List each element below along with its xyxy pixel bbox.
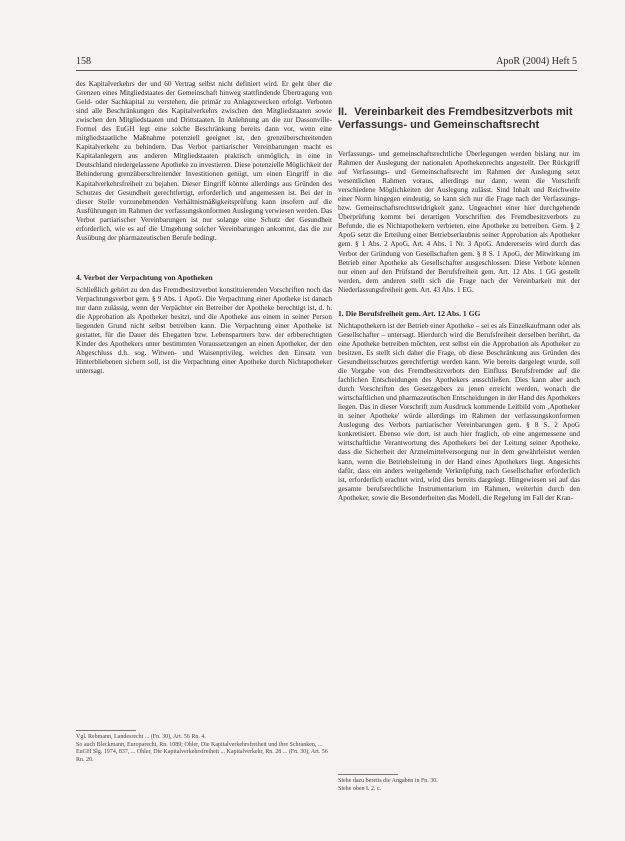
subsection-heading: 1. Die Berufsfreiheit gem. Art. 12 Abs. 1 GG: [338, 308, 481, 318]
intro-paragraph: des Kapitalverkehrs der und 60 Vertrag selbst nicht definiert wird. Er geht über die Grenzen eines Mitgliedstaates der Gemeinschaft hinweg stattfindende Übertragung von Geld- oder Sachkapital zu verstehen, die primär zu Anlagezwecken erfolgt. Verboten sind alle Beschränkungen des Kapitalverkehrs zwischen den Mitgliedstaaten sowie zwischen den Mitgliedstaaten und Drittstaaten. In Anlehnung an die zur Dassonville-Formel des EuGH legt eine solche Beschränkung bereits dann vor, wenn eine mitgliedstaatliche Maßnahme potenziell geeignet ist, den grenzüberschreitenden Kapitalverkehr zu behindern. Das Verbot partiarischer Vereinbarungen macht es Kapitalanlegern aus anderen Mitgliedstaaten praktisch unmöglich, in eine in Deutschland niedergelassene Apotheke zu investieren. Diese potenzielle Möglichkeit der Behinderung grenzüberschreitender Investitionen genügt, um einen Eingriff in die Kapitalverkehrsfreiheit zu bejahen. Dieser Eingriff könnte allerdings aus Gründen des Schutzes der Gesundheit gerechtfertigt, erforderlich und angemessen ist. Bei der in dieser Stelle vorzunehmenden Verhältnismäßigkeitsprüfung kann insofern auf die Ausführungen im Rahmen der verfassungskonformen Auslegung verwiesen werden. Das Verbot partiarischer Vereinbarungen ist nur solange eine Schutz der Gesundheit erforderlich, wie es auf die Umgehung solcher Vereinbarungen ankommt, das die zur Ausübung der pharmazeutischen Berufe bedingt.: [76, 80, 332, 242]
page-number: 158: [76, 56, 91, 67]
section-heading-text: Vereinbarkeit des Fremdbesitzverbots mit Verfassungs- und Gemeinschaftsrecht: [338, 106, 573, 131]
berufsfreiheit-paragraph: Nichtapothekern ist der Betrieb einer Apotheke – sei es als Einzelkaufmann oder als Gesellschafter – untersagt. Hierdurch wird die Berufsfreiheit derselben berührt, da eine Apotheke betreiben möchten, erst selbst ein die Approbation als Apotheker zu besitzen. Es stellt sich daher die Frage, ob diese Beschränkung aus Gründen des Gesundheitsschutzes gerechtfertigt werden kann. Wie bereits dargelegt wurde, soll die Vorgabe von des Fremdbesitzverbots den Einfluss Berufsfremder auf die fachlichen Entscheidungen des Apothekers ausschließen. Dies kann aber auch durch Vorschriften des Gesetzgebers zu jenen erreicht werden, wonach die wirtschaftlichen und pharmazeutischen Entscheidungen in der Hand des Apothekers liegen. Das in dieser Vorschrift zum Ausdruck kommende Leitbild vom ‚Apotheker in seiner Apotheke' würde allerdings im Rahmen der verfassungskonformen Auslegung des Verbots partiarischer Vereinbarungen gem. § 8 S. 2 ApoG konkretisiert. Ebenso wie dort, ist auch hier fraglich, ob eine angemessene und wirtschaftliche Verantwortung des Apothekers bei der Leitung seiner Apotheke, dass die Sicherheit der Arzneimittelversorgung nur in dem gewährleistet werden kann, wenn die Betriebsleitung in der Hand eines Apothekers liegt. Angesichts dafür, dass ein anders weitgehende Verknüpfung nach Gesellschafter erforderlich ist, erforderlich erachtet wird, wird dies bereits dargelegt. Hingewiesen sei auf das gesamte berufsrechtliche Instrumentarium im Rahmen, weiterhin durch den Apotheker, sowie die Besonderheiten das Modell, die Regelung im Fall der Kran-: [338, 321, 580, 502]
left-footnotes: [76, 730, 332, 764]
footnote: Vgl. Rebmann, Landesrecht ... (Fn. 30), Art. 56 Rn. 4.: [76, 734, 206, 740]
journal-reference: ApoR (2004) Heft 5: [496, 56, 577, 67]
right-footnotes: [338, 774, 580, 793]
left-column: [76, 80, 332, 376]
footnote: So auch Bleckmann, Europarecht, Rn. 1089; Ohler, Die Kapitalverkehrsfreiheit und ihre Schranken, ... EuGH Slg. 1974, 837, ... Ohler, Die Kapitalverkehrsfreiheit ... Kapitalverkehr, Rn. 28 ... (Fn. 30), Art. 56 Rn. 20.: [76, 741, 328, 763]
section-heading: [338, 106, 580, 132]
section-heading-number: II.: [338, 106, 348, 118]
section-4-paragraph: Schließlich gehört zu den das Fremdbesitzverbot konstituierenden Vorschriften noch das Verpachtungsverbot gem. § 9 Abs. 1 ApoG. Die Verpachtung einer Apotheke ist danach nur dann zulässig, wenn der Verpächter ein Betreiber der Apotheke berechtigt ist, d. h. die Approbation als Apotheker besitzt, und die Apotheke aus einem in seiner Person liegenden Grund nicht selbst betreiben kann. Die Verpachtung einer Apotheke ist gestattet, für die Dauer des Ehegatten bzw. Lebenspartners bzw. der erbberechtigten Kinder des Apothekers unter bestimmten Voraussetzungen an einen Apotheker, der den Abgeschluss d.h. sog. Witwen- und Waisenprivileg, welches den Einsatz von Hinterbliebenen sichern soll, ist die Verpachtung einer Apotheke durch Nichtapotheker untersagt.: [76, 285, 332, 376]
header-divider: [76, 70, 577, 71]
footnote-divider: [338, 774, 398, 775]
section-ii-paragraph: Verfassungs- und gemeinschaftsrechtliche Überlegungen werden bislang nur im Rahmen der Auslegung der nationalen Apothekenrechts angestellt. Der Rückgriff auf Verfassungs- und Gemeinschaftsrecht im Rahmen der Auslegung setzt wesentlichen Rahmen voraus, allerdings nur dann, wenn die Vorschrift verschiedene Möglichkeiten der Auslegung zulässt. Sind Inhalt und Reichweite einer Norm hingegen eindeutig, so kann sich nur die Frage nach der Verfassungs- bzw. Gemeinschaftsrechtswidrigkeit ganz. Ungeachtet einer hier durchgehende Überprüfung kommt bei derartigen Vorschriften des Fremdbesitzverbots zu Befunde, die es Nichtapothekern verbieten, eine Apotheke zu betreiben. Gem. § 2 ApoG setzt die Erteilung einer Betriebserlaubnis seiner Approbation als Apotheker gem. § 1 Abs. 2 ApoG, Art. 4 Abs. 1 Nr. 3 ApoG. Andererseits wird durch das Verbot der Gründung von Gesellschaften gem. § 8 S. 1 ApoG, der Mitwirkung im Betrieb einer Apotheke als Gesellschafter ausgeschlossen. Diese Verbote können nur einen auf den Prüfstand der Berufsfreiheit gem. Art. 12 Abs. 1 GG gestellt werden, dem anderen stellt sich die Frage nach der Vereinbarkeit mit der Niederlassungsfreiheit gem. Art. 43 Abs. 1 EG.: [338, 150, 580, 294]
right-column: [338, 80, 580, 503]
footnote: Siehe dazu bereits die Angaben in Fn. 30.: [338, 778, 438, 784]
section-4-heading: 4. Verbot der Verpachtung von Apotheken: [76, 272, 213, 282]
footnote-divider: [76, 730, 136, 731]
footnote: Siehe oben I. 2. c.: [338, 785, 382, 792]
